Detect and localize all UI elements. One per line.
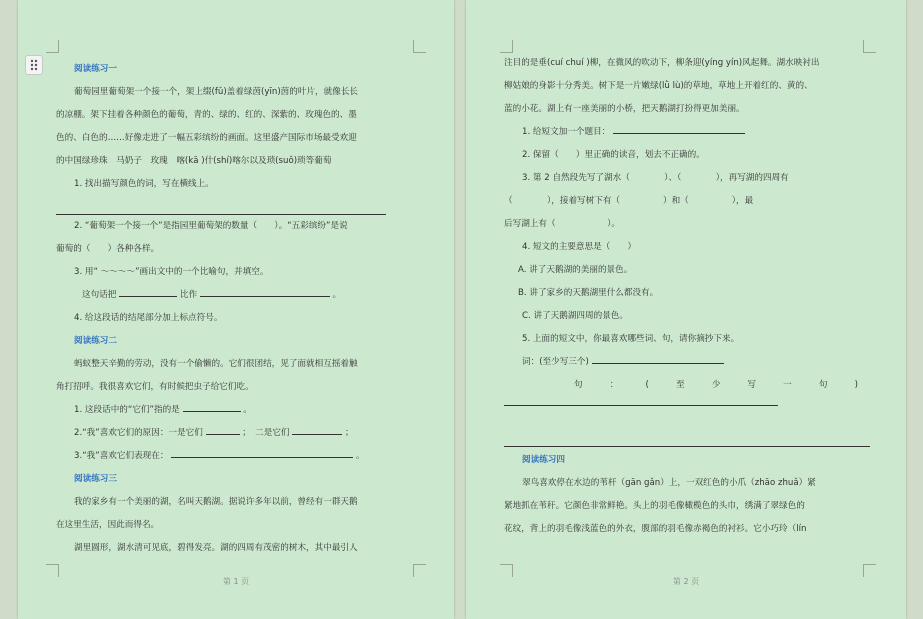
paragraph-line: 注目的是垂(cuí chuí )柳，在微风的吹动下，柳条迎(yíng yín)风起舞。湖水映衬出 xyxy=(504,58,820,68)
question-text: 5. 上面的短文中，你最喜欢哪些词、句，请你摘抄下来。 xyxy=(522,334,740,344)
fill-text: 1. 这段话中的“它们”指的是 xyxy=(74,405,180,415)
paragraph-line: 湖里圆形，湖水清可见底，碧得发亮。湖的四周有茂密的树木，其中最引人 xyxy=(74,543,358,553)
fill-text: 3.“我”喜欢它们表现在： xyxy=(74,451,169,461)
fill-in-sentence xyxy=(56,284,416,307)
answer-blank xyxy=(200,286,330,297)
paragraph-line: 角打招呼。我很喜欢它们，有时候把虫子给它们吃。 xyxy=(56,382,254,392)
fill-text: 2.“我”喜欢它们的原因：一是它们 xyxy=(74,428,203,438)
fill-text: 。 xyxy=(332,290,342,300)
fill-text: ； xyxy=(345,428,354,438)
paragraph-line: 花纹，背上的羽毛像浅蓝色的外衣，腹部的羽毛像赤褐色的衬衫。它小巧玲（lín xyxy=(504,524,807,534)
option-c: C. 讲了天鹅湖四周的景色。 xyxy=(522,311,628,321)
fill-text: 词：(至少写三个) xyxy=(522,357,589,367)
paragraph-line: 蓝的小花。湖上有一座美丽的小桥，把天鹅湖打扮得更加美丽。 xyxy=(504,104,745,114)
question-text: 葡萄的（ ）各种各样。 xyxy=(56,244,160,254)
option-a: A. 讲了天鹅湖的美丽的景色。 xyxy=(518,265,633,275)
prompt-char: 句 xyxy=(818,380,828,390)
question-text: 3. 第 2 自然段先写了湖水（ ）、（ ），再写湖的四周有 xyxy=(522,173,789,183)
answer-blank xyxy=(171,447,353,458)
page-2-body[interactable] xyxy=(504,52,870,541)
fill-in-sentence xyxy=(504,121,870,144)
prompt-char: 写 xyxy=(747,380,757,390)
document-page-1 xyxy=(18,0,454,619)
prompt-char: ： xyxy=(609,380,619,390)
crop-mark xyxy=(413,40,426,53)
answer-blank xyxy=(183,401,241,412)
fill-in-sentence xyxy=(56,445,416,468)
paragraph-line: 的凉棚。架下挂着各种颜色的葡萄，青的、绿的、红的、深紫的、玫瑰色的、墨 xyxy=(56,110,357,120)
answer-blank xyxy=(292,424,342,435)
crop-mark xyxy=(46,40,59,53)
answer-blank xyxy=(119,286,177,297)
section-heading: 阅读练习四 xyxy=(522,455,565,465)
prompt-char: ) xyxy=(854,380,858,390)
paragraph-line: 葡萄园里葡萄架一个接一个，架上缀(fǔ)盖着绿茵(yīn)茵的叶片，就像长长 xyxy=(74,87,359,97)
paragraph-line: 翠鸟喜欢停在水边的苇杆（gān gǎn）上，一双红色的小爪（zhāo zhuǎ）紧 xyxy=(522,478,816,488)
prompt-char: ( xyxy=(645,380,649,390)
answer-blank xyxy=(592,353,724,364)
answer-blank xyxy=(206,424,240,435)
question-text: 2. “葡萄架一个接一个”是指园里葡萄架的数量（ ）。“五彩缤纷”是说 xyxy=(74,221,348,231)
page-number: 第 1 页 xyxy=(222,577,250,586)
paragraph-line: 的中国绿珍珠 马奶子 玫瑰 喀(kā )什(shí)喀尔以及琐(suǒ)琐等葡萄 xyxy=(56,156,332,166)
section-heading: 阅读练习二 xyxy=(74,336,117,346)
prompt-char: 一 xyxy=(783,380,792,390)
paragraph-line: 色的、白色的……好像走进了一幅五彩缤纷的画面。这里盛产国际市场最受欢迎 xyxy=(56,133,357,143)
question-text: 4. 给这段话的结尾部分加上标点符号。 xyxy=(74,313,223,323)
fill-text: 1. 给短文加一个题目： xyxy=(522,127,611,137)
prompt-char: 句 xyxy=(574,380,583,390)
answer-line xyxy=(56,200,386,215)
question-text: 1. 找出描写颜色的词，写在横线上。 xyxy=(74,179,214,189)
section-heading: 阅读练习一 xyxy=(74,64,117,74)
paragraph-line: 我的家乡有一个美丽的湖，名叫天鹅湖。据说许多年以前，曾经有一群天鹅 xyxy=(74,497,358,507)
fill-text: 这句话把 xyxy=(82,290,117,300)
spacer xyxy=(504,406,870,428)
prompt-char: 至 xyxy=(675,380,685,390)
section-heading: 阅读练习三 xyxy=(74,474,117,484)
fill-in-sentence xyxy=(504,351,870,374)
page-number: 第 2 页 xyxy=(672,577,700,586)
paragraph-line: 紧地抓在苇秆。它颜色非常鲜艳。头上的羽毛像橄榄色的头巾，绣满了翠绿色的 xyxy=(504,501,805,511)
question-text: 后写湖上有（ ）。 xyxy=(504,219,621,229)
page-1-body[interactable] xyxy=(56,58,416,560)
paragraph-line: 蚂蚁整天辛勤的劳动，没有一个偷懒的。它们很团结，见了面就相互摇着触 xyxy=(74,359,358,369)
paragraph-line: 在这里生活，因此而得名。 xyxy=(56,520,160,530)
fill-text: ； 二是它们 xyxy=(242,428,290,438)
fill-in-sentence xyxy=(56,399,416,422)
fill-text: 。 xyxy=(355,451,365,461)
question-text: （ ），接着写树下有（ ）和（ ），最 xyxy=(504,196,754,206)
answer-blank xyxy=(613,123,745,134)
question-text: 4. 短文的主要意思是（ ） xyxy=(522,242,637,252)
answer-line xyxy=(504,391,778,406)
question-text: 2. 保留（ ）里正确的读音，划去不正确的。 xyxy=(522,150,705,160)
question-text: 3. 用“ ～～～～”画出文中的一个比喻句，并填空。 xyxy=(74,267,269,277)
fill-text: 比作 xyxy=(179,290,198,300)
paragraph-line: 柳姑娘的身影十分秀美。树下是一片嫩绿(lǜ lù)的草地，草地上开着红的、黄的、 xyxy=(504,81,813,91)
fill-in-sentence xyxy=(56,422,416,445)
drag-handle-icon[interactable] xyxy=(25,55,43,75)
answer-line xyxy=(504,432,870,447)
option-b: B. 讲了家乡的天鹅湖里什么都没有。 xyxy=(518,288,659,298)
document-page-2 xyxy=(466,0,906,619)
prompt-char: 少 xyxy=(711,380,721,390)
fill-text: 。 xyxy=(243,405,252,415)
